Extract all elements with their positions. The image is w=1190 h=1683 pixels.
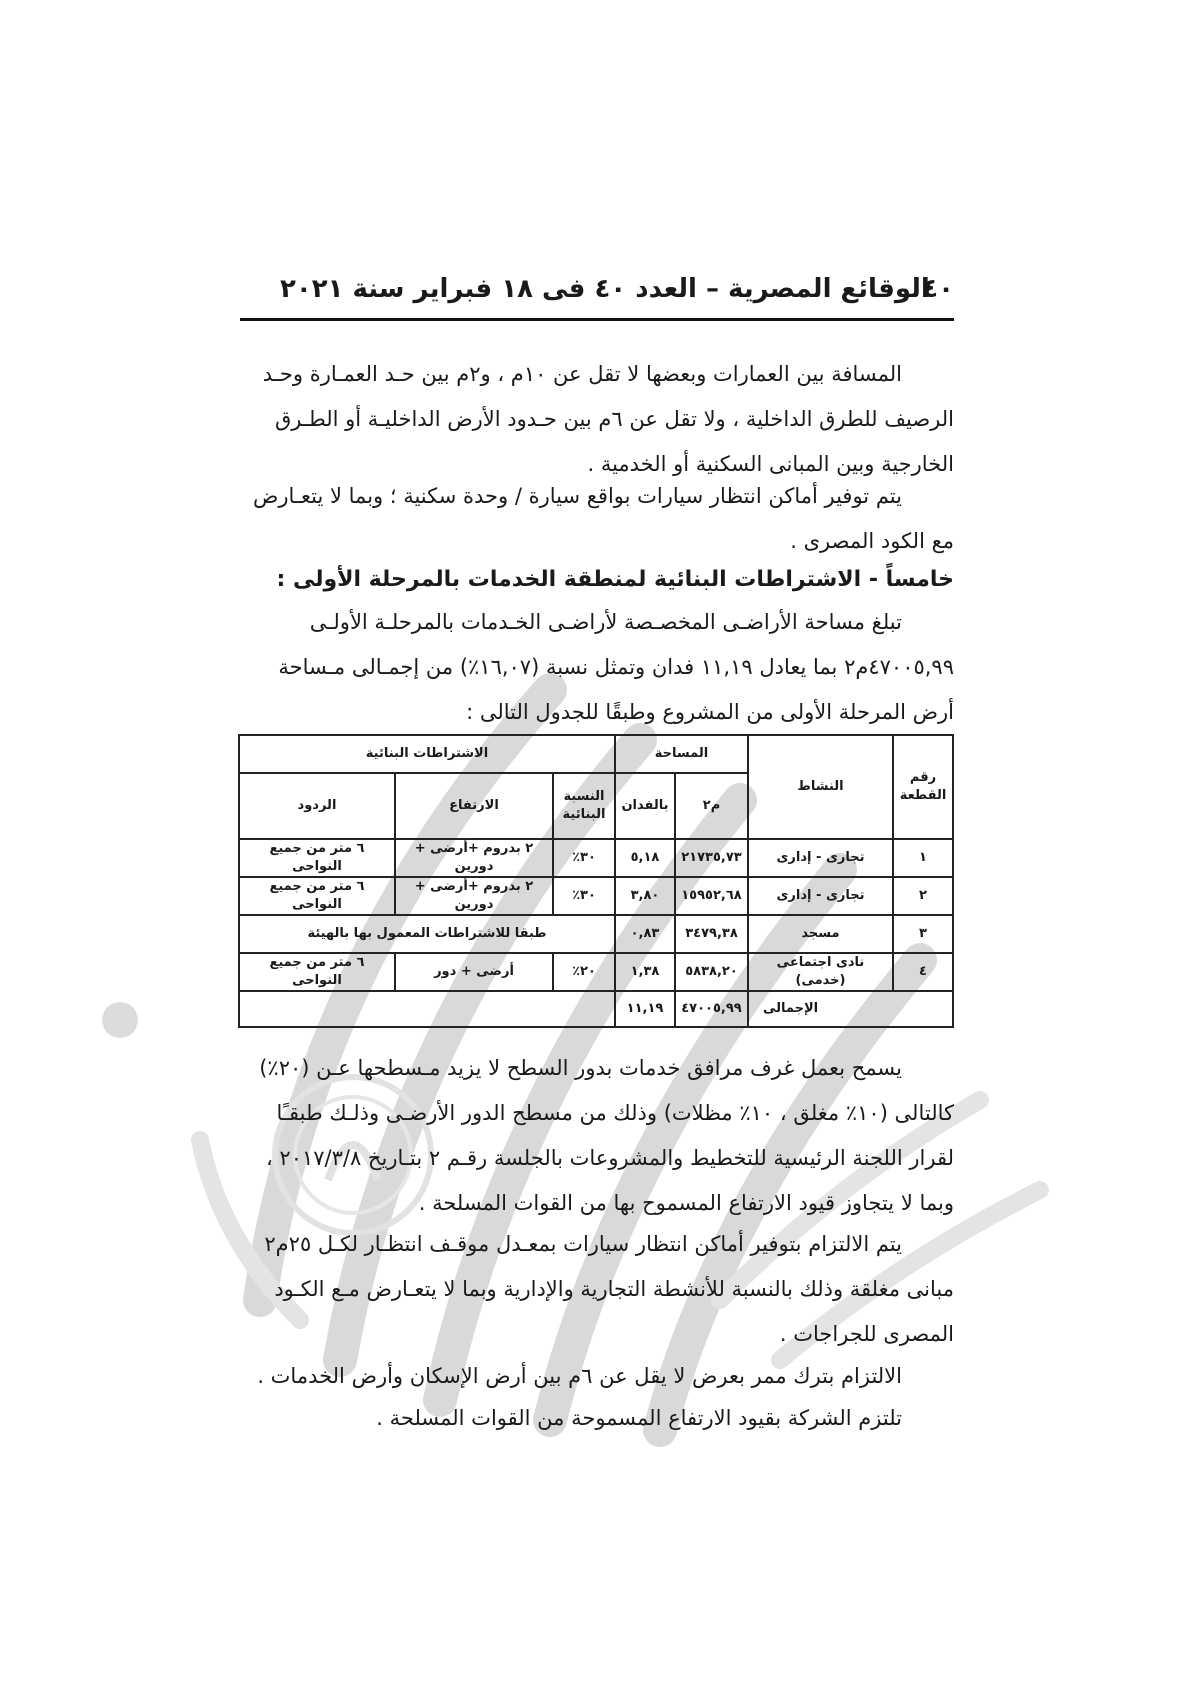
gazette-title: الوقائع المصرية – العدد ٤٠ فى ١٨ فبراير سنة ٢٠٢١ — [280, 274, 930, 304]
ratio-cell: ٢٠٪ — [553, 953, 615, 991]
text-line: المسافة بين العمارات وبعضها لا تقل عن ١٠م ، و٢م بين حـد العمـارة وحـد — [262, 362, 902, 386]
ratio-cell: ٣٠٪ — [553, 839, 615, 877]
total-label-cell: الإجمالى — [748, 991, 953, 1027]
activity-cell: تجارى - إدارى — [748, 839, 893, 877]
activity-cell: نادى اجتماعى (خدمى) — [748, 953, 893, 991]
text-line: يتم الالتزام بتوفير أماكن انتظار سيارات بمعـدل موقـف انتظـار لكـل ٢٥م٢ — [264, 1232, 902, 1256]
height-cell: أرضى + دور — [395, 953, 553, 991]
plot-no-header: رقم القطعة — [893, 735, 953, 839]
activity-header: النشاط — [748, 735, 893, 839]
area-header: المساحة — [615, 735, 748, 773]
parking-paragraph — [240, 474, 954, 564]
text-line: مبانى مغلقة وذلك بالنسبة للأنشطة التجارية والإدارية وبما لا يتعـارض مـع الكـود — [274, 1277, 954, 1301]
text-line: مع الكود المصرى . — [790, 529, 954, 553]
text-line: كالتالى (١٠٪ مغلق ، ١٠٪ مظلات) وذلك من مسطح الدور الأرضـى وذلـك طبقـًا — [276, 1101, 954, 1125]
text-line: ٤٧٠٠٥,٩٩م٢ بما يعادل ١١,١٩ فدان وتمثل نسبة (١٦,٠٧٪) من إجمـالى مـساحة — [278, 655, 954, 679]
total-empty-cell — [239, 991, 615, 1027]
area-m2-header: م٢ — [675, 773, 748, 839]
header-row — [239, 735, 953, 773]
text-line: تبلغ مساحة الأراضـى المخصـصة لأراضـى الخـدمات بالمرحلـة الأولـى — [309, 610, 902, 634]
height-header: الارتفاع — [395, 773, 553, 839]
height-cell: ٢ بدروم +أرضى + دورين — [395, 877, 553, 915]
height-limits-paragraph — [240, 1396, 954, 1441]
area-feddan-cell: ١,٣٨ — [615, 953, 675, 991]
setbacks-cell: ٦ متر من جميع النواحى — [239, 953, 395, 991]
text-line: يسمح بعمل غرف مرافق خدمات بدور السطح لا يزيد مـسطحها عـن (٢٠٪) — [259, 1056, 902, 1080]
area-m2-cell: ٢١٧٣٥,٧٣ — [675, 839, 748, 877]
text-line: المصرى للجراجات . — [779, 1322, 954, 1346]
plot-no-cell: ٤ — [893, 953, 953, 991]
plot-no-cell: ٣ — [893, 915, 953, 953]
area-feddan-cell: ٠,٨٣ — [615, 915, 675, 953]
section-heading — [240, 560, 954, 600]
height-cell: ٢ بدروم +أرضى + دورين — [395, 839, 553, 877]
table-row — [239, 877, 953, 915]
text-line: وبما لا يتجاوز قيود الارتفاع المسموح بها من القوات المسلحة . — [418, 1191, 954, 1215]
requirements-header: الاشتراطات البنائية — [239, 735, 615, 773]
area-paragraph — [240, 600, 954, 735]
area-m2-cell: ١٥٩٥٢,٦٨ — [675, 877, 748, 915]
text-line: الالتزام بترك ممر بعرض لا يقل عن ٦م بين أرض الإسكان وأرض الخدمات . — [257, 1364, 902, 1388]
plot-no-cell: ١ — [893, 839, 953, 877]
setbacks-cell: ٦ متر من جميع النواحى — [239, 839, 395, 877]
text-line: لقرار اللجنة الرئيسية للتخطيط والمشروعات بالجلسة رقـم ٢ بتـاريخ ٢٠١٧/٣/٨ ، — [265, 1146, 954, 1170]
intro-paragraph — [240, 352, 954, 487]
text-line: أرض المرحلة الأولى من المشروع وطبقًا للجدول التالى : — [466, 700, 954, 724]
parking-rate-paragraph — [240, 1222, 954, 1357]
table-row — [239, 915, 953, 953]
section-prefix: خامساً - — [861, 567, 954, 592]
area-feddan-cell: ٣,٨٠ — [615, 877, 675, 915]
corridor-paragraph — [240, 1354, 954, 1399]
roof-paragraph — [240, 1046, 954, 1226]
setbacks-cell: ٦ متر من جميع النواحى — [239, 877, 395, 915]
table-row — [239, 839, 953, 877]
table-row — [239, 953, 953, 991]
ratio-header: النسبة البنائية — [553, 773, 615, 839]
ratio-cell: ٣٠٪ — [553, 877, 615, 915]
text-line: تلتزم الشركة بقيود الارتفاع المسموحة من القوات المسلحة . — [376, 1406, 902, 1430]
text-line: يتم توفير أماكن انتظار سيارات بواقع سيارة / وحدة سكنية ؛ وبما لا يتعـارض — [252, 484, 902, 508]
requirements-table — [238, 734, 954, 1028]
total-row — [239, 991, 953, 1027]
setbacks-header: الردود — [239, 773, 395, 839]
text-line: الخارجية وبين المبانى السكنية أو الخدمية . — [587, 452, 954, 476]
page-number: ٤٠ — [922, 274, 954, 304]
section-title: الاشتراطات البنائية لمنطقة الخدمات بالمرحلة الأولى — [292, 567, 862, 592]
merged-requirements-cell: طبقا للاشتراطات المعمول بها بالهيئة — [239, 915, 615, 953]
activity-cell: مسجد — [748, 915, 893, 953]
area-feddan-header: بالفدان — [615, 773, 675, 839]
area-feddan-cell: ٥,١٨ — [615, 839, 675, 877]
text-line: الرصيف للطرق الداخلية ، ولا تقل عن ٦م بين حـدود الأرض الداخليـة أو الطـرق — [274, 407, 954, 431]
total-feddan-cell: ١١,١٩ — [615, 991, 675, 1027]
area-m2-cell: ٣٤٧٩,٣٨ — [675, 915, 748, 953]
total-m2-cell: ٤٧٠٠٥,٩٩ — [675, 991, 748, 1027]
activity-cell: تجارى - إدارى — [748, 877, 893, 915]
requirements-table-wrapper — [240, 734, 954, 1028]
area-m2-cell: ٥٨٣٨,٢٠ — [675, 953, 748, 991]
section-suffix: : — [276, 567, 293, 592]
page-header — [240, 268, 954, 321]
plot-no-cell: ٢ — [893, 877, 953, 915]
